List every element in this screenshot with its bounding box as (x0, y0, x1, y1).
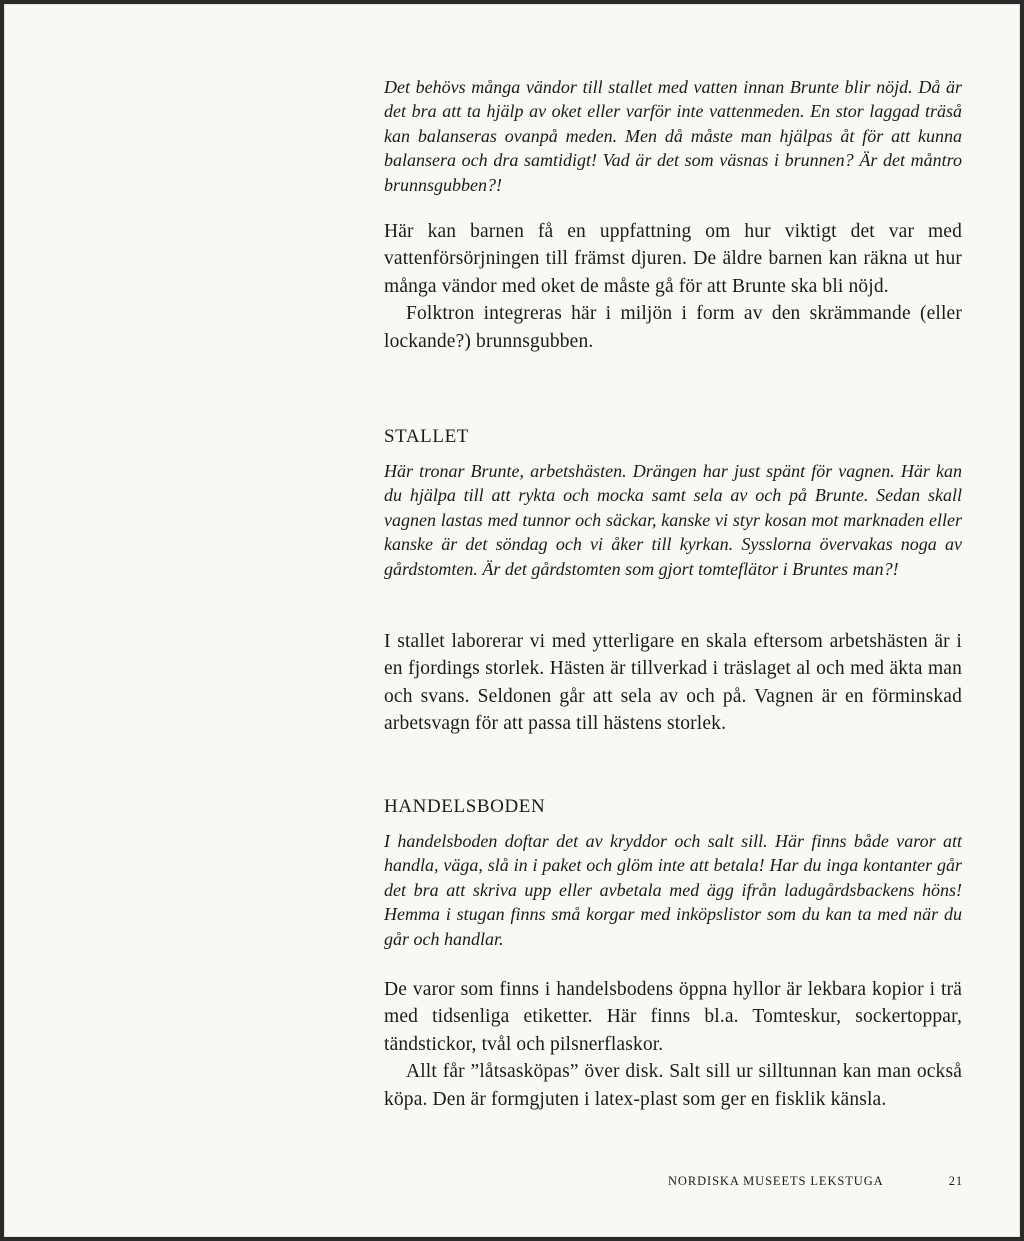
page-number: 21 (948, 1174, 963, 1188)
intro-text-stallet: Här tronar Brunte, arbetshästen. Drängen har just spänt för vagnen. Här kan du hjälpa till att rykta och mocka samt sela av och på Brunte. Sedan skall vagnen lastas med tunnor och säckar, kanske vi styr kosan mot marknaden eller kanske är det söndag och vi åker till kyrkan. Sysslorna övervakas noga av gårdstomten. Är det gårdstomten som gjort tomteflätor i Bruntes man?! (384, 461, 962, 579)
page-footer (668, 1174, 963, 1189)
body-paragraph-well-1: Här kan barnen få en uppfattning om hur viktigt det var med vattenförsörjningen till främst djuren. De äldre barnen kan räkna ut hur många vändor med oket de måste gå för att Brunte ska bli nöjd. (384, 221, 962, 297)
body-paragraph-stallet: I stallet laborerar vi med ytterligare en skala eftersom arbetshästen är i en fjordings storlek. Hästen är tillverkad i träslaget al och med äkta man och svans. Seldonen går att sela av och på. Vagnen är en förminskad arbetsvagn för att passa till hästens storlek. (384, 631, 962, 735)
body-section-handelsboden (384, 976, 962, 1113)
intro-text-handelsboden: I handelsboden doftar det av kryddor och salt sill. Här finns både varor att handla, väga, slå in i paket och glöm inte att betala! Har du inga kontanter går det bra att skriva upp eller avbetala med ägg ifrån ladugårdsbackens höns! Hemma i stugan finns små korgar med inköpslistor som du kan ta med när du går och handlar. (384, 831, 962, 949)
intro-text-well: Det behövs många vändor till stallet med vatten innan Brunte blir nöjd. Då är det bra att ta hjälp av oket eller varför inte vattenmeden. En stor laggad träså kan balanseras ovanpå meden. Men då måste man hjälpas åt för att kunna balansera och dra samtidigt! Vad är det som väsnas i brunnen? Är det måntro brunnsgubben?! (384, 77, 962, 195)
publication-title: NORDISKA MUSEETS LEKSTUGA (668, 1174, 884, 1188)
body-paragraph-handelsboden-1: De varor som finns i handelsbodens öppna hyllor är lekbara kopior i trä med tidsenliga etiketter. Här finns bl.a. Tomteskur, sockertoppar, tändstickor, tvål och pilsnerflaskor. (384, 979, 962, 1055)
intro-paragraph-well (384, 75, 962, 197)
section-heading-handelsboden: HANDELSBODEN (384, 796, 546, 817)
intro-paragraph-stallet (384, 459, 962, 581)
body-paragraph-well-2: Folktron integreras här i miljön i form av den skrämmande (eller lockande?) brunnsgubben. (384, 303, 962, 352)
body-paragraph-handelsboden-2: Allt får ”låtsasköpas” över disk. Salt sill ur silltunnan kan man också köpa. Den är formgjuten i latex-plast som ger en fisklik känsla. (384, 1061, 962, 1110)
body-section-well (384, 218, 962, 355)
intro-paragraph-handelsboden (384, 829, 962, 951)
page (4, 4, 1020, 1237)
body-section-stallet (384, 628, 962, 738)
section-heading-stallet: STALLET (384, 426, 469, 447)
